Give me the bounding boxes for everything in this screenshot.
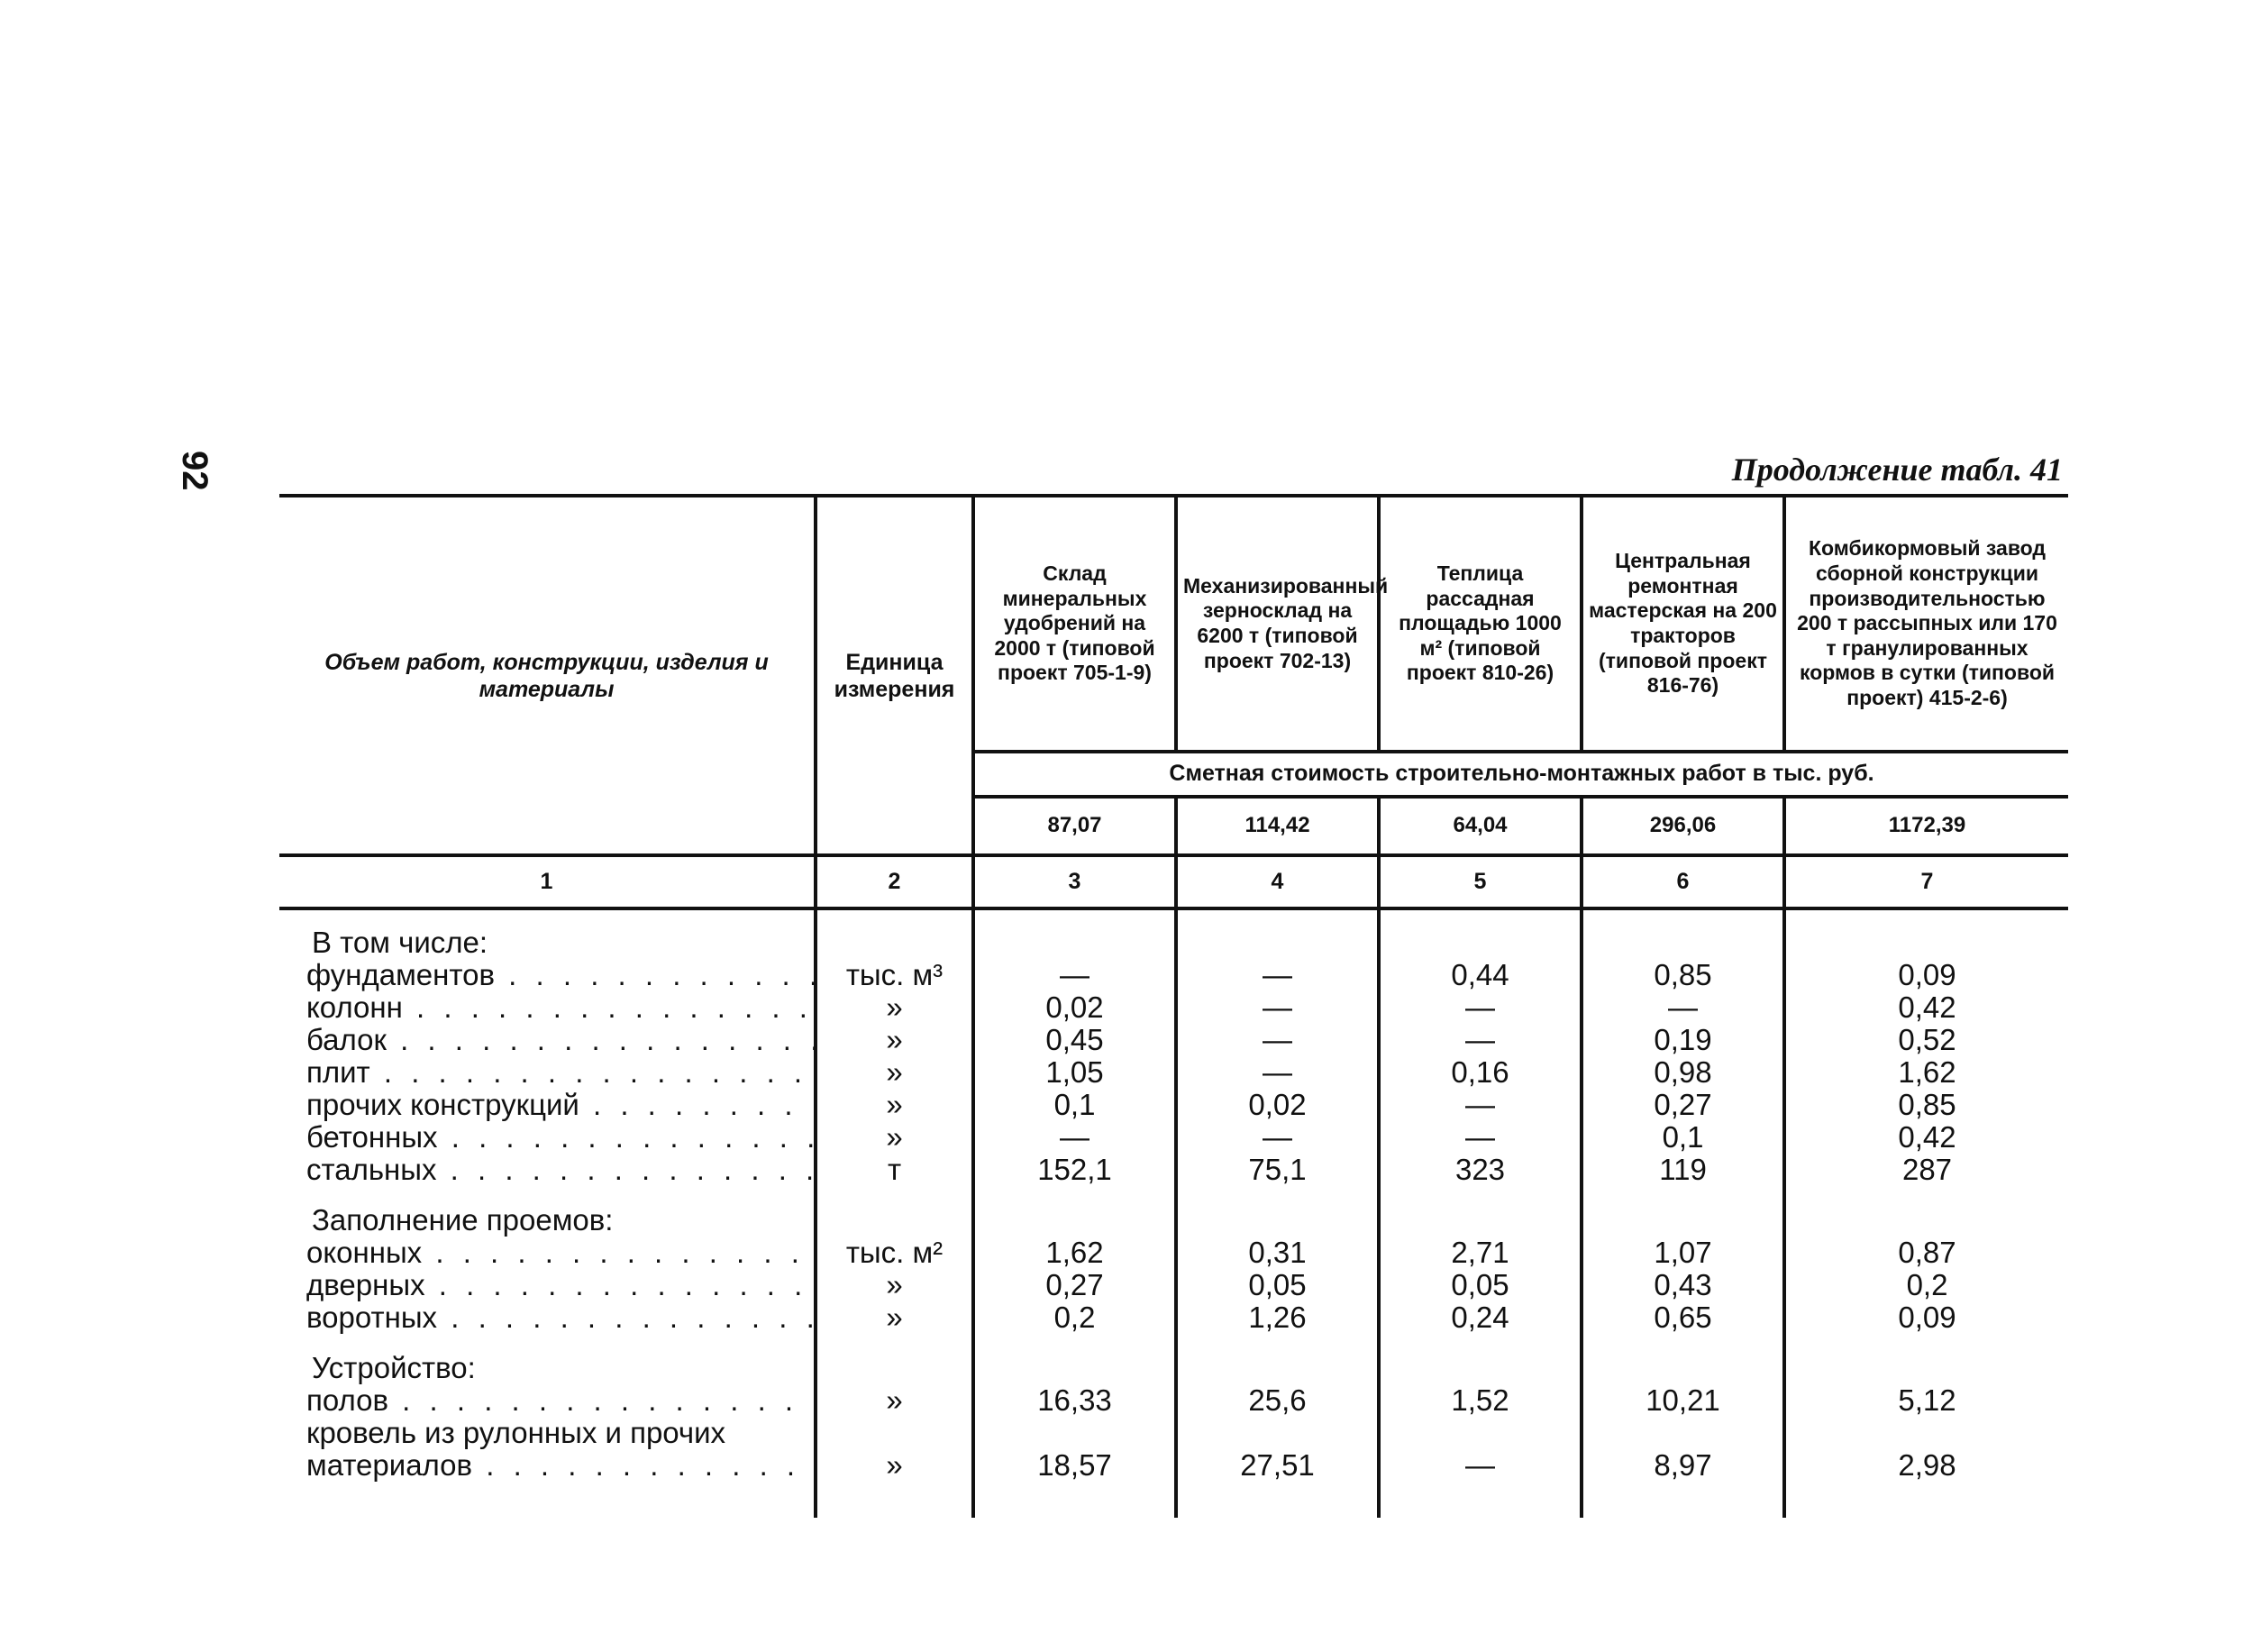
- row-label-text: Заполнение проемов:: [312, 1204, 614, 1237]
- value-cell: —: [973, 959, 1176, 991]
- value-cell: 0,02: [1176, 1089, 1379, 1121]
- table-row: [279, 1417, 2068, 1449]
- spacer-cell: [279, 1186, 816, 1204]
- value-cell: 152,1: [973, 1154, 1176, 1186]
- unit-cell: »: [816, 1056, 973, 1089]
- value-cell: [1784, 908, 2068, 959]
- row-label-text: кровель из рулонных и прочих: [306, 1417, 726, 1449]
- leader-dots: [437, 1154, 816, 1186]
- row-label-text: материалов: [306, 1449, 473, 1482]
- value-cell: —: [1379, 1024, 1582, 1056]
- value-cell: 0,1: [1582, 1121, 1784, 1154]
- row-label-text: плит: [306, 1056, 370, 1089]
- unit-cell: »: [816, 1089, 973, 1121]
- value-cell: 119: [1582, 1154, 1784, 1186]
- spacer-row: [279, 1186, 2068, 1204]
- unit-cell: »: [816, 1449, 973, 1518]
- value-cell: [1176, 1204, 1379, 1237]
- value-cell: [1582, 1352, 1784, 1384]
- value-cell: [1784, 1352, 2068, 1384]
- row-label-text: балок: [306, 1024, 387, 1056]
- value-cell: 0,45: [973, 1024, 1176, 1056]
- spacer-cell: [1176, 1334, 1379, 1352]
- leader-dots: [438, 1121, 816, 1154]
- unit-cell: [816, 1204, 973, 1237]
- value-cell: [1176, 1352, 1379, 1384]
- row-label: [279, 991, 816, 1024]
- unit-cell: »: [816, 1269, 973, 1301]
- value-cell: —: [1176, 1056, 1379, 1089]
- value-cell: 8,97: [1582, 1449, 1784, 1518]
- value-cell: 0,85: [1898, 1088, 1956, 1121]
- table-row: [279, 1301, 2068, 1334]
- header-cost-value: 296,06: [1582, 797, 1784, 855]
- header-cost-value: 64,04: [1379, 797, 1582, 855]
- value-cell: 2,71: [1379, 1237, 1582, 1269]
- row-label-text: дверных: [306, 1269, 425, 1301]
- unit-cell: тыс. м³: [816, 959, 973, 991]
- value-cell: 16,33: [973, 1384, 1176, 1417]
- row-label: [279, 1154, 816, 1186]
- row-label-text: прочих конструкций: [306, 1089, 579, 1121]
- header-object-repair-workshop: Центральная ремонтная мастерская на 200 тракторов (типовой проект 816-76): [1582, 496, 1784, 752]
- header-unit: Единица измерения: [816, 496, 973, 855]
- column-number: 3: [973, 855, 1176, 908]
- table-row: [279, 1237, 2068, 1269]
- value-cell: [1582, 1417, 1784, 1449]
- leader-dots: [495, 959, 816, 991]
- table-body: [279, 908, 2068, 1518]
- value-cell: 18,57: [973, 1449, 1176, 1518]
- value-cell: 0,16: [1379, 1056, 1582, 1089]
- table-row: [279, 1384, 2068, 1417]
- spacer-cell: [1784, 1334, 2068, 1352]
- section-heading: [279, 1352, 816, 1384]
- value-cell: 0,2: [1906, 1268, 1948, 1301]
- value-cell: 0,43: [1582, 1269, 1784, 1301]
- unit-cell: тыс. м²: [816, 1237, 973, 1269]
- header-cost-value: 114,42: [1176, 797, 1379, 855]
- value-cell: —: [1379, 991, 1582, 1024]
- row-label: [279, 1384, 816, 1417]
- value-cell: 0,27: [1582, 1089, 1784, 1121]
- value-cell: 0,42: [1898, 1120, 1956, 1154]
- unit-cell: »: [816, 1024, 973, 1056]
- row-label-text: стальных: [306, 1154, 437, 1186]
- section-row: [279, 1204, 2068, 1237]
- row-label-text: полов: [306, 1384, 389, 1417]
- value-cell: 1,52: [1379, 1384, 1582, 1417]
- row-label-text: оконных: [306, 1237, 423, 1269]
- row-label: [279, 1237, 816, 1269]
- value-cell: 0,98: [1582, 1056, 1784, 1089]
- row-label: [279, 1121, 816, 1154]
- unit-cell: »: [816, 991, 973, 1024]
- value-cell: —: [1379, 1121, 1582, 1154]
- value-cell: 25,6: [1176, 1384, 1379, 1417]
- row-label: [279, 1417, 816, 1449]
- value-cell: 0,87: [1898, 1236, 1956, 1269]
- unit-cell: »: [816, 1121, 973, 1154]
- spacer-cell: [1176, 1186, 1379, 1204]
- row-label-text: колонн: [306, 991, 403, 1024]
- unit-cell: »: [816, 1301, 973, 1334]
- leader-dots: [472, 1449, 816, 1482]
- value-cell: [973, 908, 1176, 959]
- spacer-cell: [279, 1334, 816, 1352]
- value-cell: [1582, 908, 1784, 959]
- row-label-text: бетонных: [306, 1121, 438, 1154]
- leader-dots: [403, 991, 816, 1024]
- value-cell: 0,19: [1582, 1024, 1784, 1056]
- value-cell: [1176, 1417, 1379, 1449]
- header-object-feed-mill: Комбикормовый завод сборной конструкции производительностью 200 т рассыпных или 170 т гранулированных кормов в сутки (типовой проект) 415-2-6): [1784, 496, 2068, 752]
- value-cell: [973, 1417, 1176, 1449]
- value-cell: [1582, 1204, 1784, 1237]
- value-cell: 1,05: [973, 1056, 1176, 1089]
- header-object-grain-warehouse: Механизированный зерносклад на 6200 т (типовой проект 702-13): [1176, 496, 1379, 752]
- unit-cell: т: [816, 1154, 973, 1186]
- row-label: [279, 1301, 816, 1334]
- table-row: [279, 991, 2068, 1024]
- value-cell: [973, 1352, 1176, 1384]
- row-label-text: В том числе:: [312, 926, 488, 959]
- value-cell: 0,31: [1176, 1237, 1379, 1269]
- spacer-cell: [1379, 1186, 1582, 1204]
- value-cell: 323: [1379, 1154, 1582, 1186]
- row-label-text: Устройство:: [312, 1352, 476, 1384]
- spacer-cell: [1582, 1334, 1784, 1352]
- row-label: [279, 1269, 816, 1301]
- value-cell: 1,26: [1176, 1301, 1379, 1334]
- value-cell: —: [1176, 1121, 1379, 1154]
- column-number: 2: [816, 855, 973, 908]
- column-number: 1: [279, 855, 816, 908]
- value-cell: —: [973, 1121, 1176, 1154]
- value-cell: —: [1176, 991, 1379, 1024]
- section-heading: [279, 908, 816, 959]
- value-cell: —: [1379, 1449, 1582, 1518]
- column-number: 6: [1582, 855, 1784, 908]
- header-estimated-cost-label: Сметная стоимость строительно-монтажных работ в тыс. руб.: [973, 752, 2068, 797]
- leader-dots: [387, 1024, 816, 1056]
- column-number: 4: [1176, 855, 1379, 908]
- value-cell: 2,98: [1898, 1448, 1956, 1482]
- table-row: [279, 1056, 2068, 1089]
- value-cell: —: [1176, 959, 1379, 991]
- value-cell: 1,62: [1898, 1055, 1956, 1089]
- section-heading: [279, 1204, 816, 1237]
- value-cell: 0,02: [973, 991, 1176, 1024]
- value-cell: [1379, 908, 1582, 959]
- value-cell: 1,62: [973, 1237, 1176, 1269]
- value-cell: [1379, 1352, 1582, 1384]
- value-cell: [1379, 1417, 1582, 1449]
- value-cell: 27,51: [1176, 1449, 1379, 1518]
- row-label: [279, 959, 816, 991]
- row-label: [279, 1449, 816, 1518]
- header-object-fertilizer-warehouse: Склад минеральных удобрений на 2000 т (типовой проект 705-1-9): [973, 496, 1176, 752]
- row-label: [279, 1089, 816, 1121]
- unit-cell: [816, 908, 973, 959]
- table-row: [279, 959, 2068, 991]
- value-cell: —: [1379, 1089, 1582, 1121]
- spacer-cell: [1582, 1186, 1784, 1204]
- unit-cell: [816, 1352, 973, 1384]
- table-caption: Продолжение табл. 41: [1731, 452, 2063, 488]
- column-number: 7: [1784, 855, 2068, 908]
- leader-dots: [388, 1384, 816, 1417]
- value-cell: 75,1: [1176, 1154, 1379, 1186]
- leader-dots: [425, 1269, 816, 1301]
- table-row: [279, 1154, 2068, 1186]
- spacer-cell: [1784, 1186, 2068, 1204]
- value-cell: 0,1: [973, 1089, 1176, 1121]
- value-cell: 0,2: [973, 1301, 1176, 1334]
- section-row: [279, 908, 2068, 959]
- value-cell: [1379, 1204, 1582, 1237]
- unit-cell: [816, 1417, 973, 1449]
- data-table-container: [279, 494, 2068, 1518]
- spacer-cell: [973, 1334, 1176, 1352]
- spacer-cell: [973, 1186, 1176, 1204]
- header-object-greenhouse: Теплица рассадная площадью 1000 м² (типовой проект 810-26): [1379, 496, 1582, 752]
- value-cell: 0,44: [1379, 959, 1582, 991]
- value-cell: 287: [1901, 1153, 1953, 1186]
- spacer-row: [279, 1334, 2068, 1352]
- value-cell: 10,21: [1582, 1384, 1784, 1417]
- value-cell: 0,24: [1379, 1301, 1582, 1334]
- leader-dots: [437, 1301, 816, 1334]
- value-cell: [1784, 1204, 2068, 1237]
- leader-dots: [370, 1056, 816, 1089]
- value-cell: 0,42: [1898, 990, 1956, 1024]
- table-row: [279, 1121, 2068, 1154]
- leader-dots: [579, 1089, 816, 1121]
- value-cell: 5,12: [1898, 1383, 1956, 1417]
- value-cell: 0,09: [1898, 958, 1956, 991]
- value-cell: —: [1176, 1024, 1379, 1056]
- leader-dots: [422, 1237, 816, 1269]
- value-cell: [1176, 908, 1379, 959]
- spacer-cell: [816, 1334, 973, 1352]
- page-number: 92: [175, 451, 214, 491]
- value-cell: 1,07: [1582, 1237, 1784, 1269]
- value-cell: 0,65: [1582, 1301, 1784, 1334]
- table-row: [279, 1024, 2068, 1056]
- header-cost-value: 87,07: [973, 797, 1176, 855]
- header-cost-value: 1172,39: [1784, 797, 2068, 855]
- row-label-text: фундаментов: [306, 959, 496, 991]
- table-header: [279, 496, 2068, 908]
- header-work-volume: Объем работ, конструкции, изделия и материалы: [279, 496, 816, 855]
- data-table: [279, 494, 2068, 1518]
- value-cell: 0,27: [973, 1269, 1176, 1301]
- value-cell: 0,05: [1379, 1269, 1582, 1301]
- table-row: [279, 1089, 2068, 1121]
- value-cell: —: [1582, 991, 1784, 1024]
- spacer-cell: [816, 1186, 973, 1204]
- spacer-cell: [1379, 1334, 1582, 1352]
- value-cell: 0,05: [1176, 1269, 1379, 1301]
- unit-cell: »: [816, 1384, 973, 1417]
- row-label-text: воротных: [306, 1301, 438, 1334]
- column-number: 5: [1379, 855, 1582, 908]
- table-row: [279, 1449, 2068, 1518]
- value-cell: [973, 1204, 1176, 1237]
- value-cell: 0,52: [1898, 1023, 1956, 1056]
- value-cell: 0,09: [1898, 1301, 1956, 1334]
- value-cell: 0,85: [1582, 959, 1784, 991]
- row-label: [279, 1024, 816, 1056]
- section-row: [279, 1352, 2068, 1384]
- row-label: [279, 1056, 816, 1089]
- table-row: [279, 1269, 2068, 1301]
- value-cell: [1784, 1417, 2068, 1449]
